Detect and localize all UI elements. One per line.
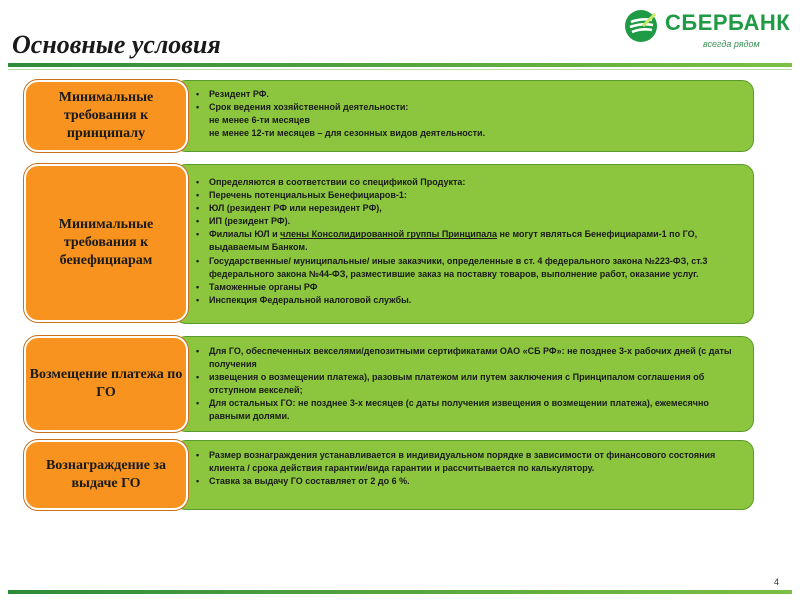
bullet-text: Ставка за выдачу ГО составляет от 2 до 6 %.: [209, 476, 410, 487]
section-principal-bullets: [196, 88, 748, 140]
bullet-text: Филиалы ЮЛ и: [209, 229, 281, 240]
section-reimbursement: [24, 336, 754, 432]
list-item: • Резидент РФ.: [196, 89, 269, 99]
bullet-text: Срок ведения хозяйственной деятельности:: [209, 102, 409, 113]
footer-divider: [8, 590, 792, 594]
bullet-text: ИП (резидент РФ).: [209, 216, 291, 227]
list-item: • ИП (резидент РФ).: [196, 216, 291, 227]
section-principal-label: Минимальные требования к принципалу: [24, 80, 188, 152]
section-principal: [24, 80, 754, 152]
list-item: • Филиалы ЮЛ и члены Консолидированной группы Принципала не могут являться Бенефициарами-1 по ГО, выдаваемым Банком.: [196, 229, 698, 253]
section-fee: [24, 440, 754, 510]
bullet-text: Размер вознаграждения устанавливается в индивидуальном порядке в зависимости от финансового состояния клиента / срока действия гарантии/вида гарантии и рассчитывается по калькулятору.: [209, 450, 716, 474]
list-item: • Таможенные органы РФ: [196, 281, 318, 292]
section-reimbursement-bullets: [196, 345, 748, 424]
bullet-text: Перечень потенциальных Бенефициаров-1:: [209, 190, 407, 201]
section-reimbursement-label: Возмещение платежа по ГО: [24, 336, 188, 432]
subitem-text: не менее 6-ти месяцев: [209, 115, 310, 126]
list-item: • Для ГО, обеспеченных векселями/депозитными сертификатами ОАО «СБ РФ»: не позднее 3-х рабочих дней (с даты получения: [196, 346, 732, 370]
header-divider-thin: [8, 69, 792, 70]
bullet-text: Резидент РФ.: [209, 89, 269, 99]
brand-tagline: всегда рядом: [703, 39, 760, 49]
list-item: • Размер вознаграждения устанавливается в индивидуальном порядке в зависимости от финансового состояния клиента / срока действия гарантии/вида гарантии и рассчитывается по калькулятору.: [196, 450, 716, 474]
section-fee-bullets: [196, 449, 748, 488]
bullet-text: Государственные/ муниципальные/ иные заказчики, определенные в ст. 4 федерального закона №223-ФЗ, ст.3 федерального закона №44-ФЗ, разместившие заказ на поставку товаров, выполнение работ, оказание услуг.: [209, 255, 708, 279]
section-beneficiaries-bullets: [196, 176, 748, 307]
bullet-text: извещения о возмещении платежа), разовым платежом или путем заключения с Принципалом соглашения об отступном векселей;: [209, 372, 705, 396]
list-item: • Определяются в соответствии со спецификой Продукта:: [196, 177, 466, 187]
bullet-text: не могут являться Бенефициарами-1 по ГО, выдаваемым Банком.: [209, 229, 698, 253]
section-fee-label: Вознаграждение за выдаче ГО: [24, 440, 188, 510]
list-item: • извещения о возмещении платежа), разовым платежом или путем заключения с Принципалом соглашения об отступном векселей;: [196, 372, 705, 396]
section-beneficiaries: [24, 164, 754, 324]
list-item: • Инспекция Федеральной налоговой службы.: [196, 294, 412, 305]
bullet-text: Определяются в соответствии со спецификой Продукта:: [209, 177, 466, 187]
bullet-text: Для остальных ГО: не позднее 3-х месяцев (с даты получения извещения о возмещении платежа), ежемесячно равными долями.: [209, 398, 709, 422]
list-item: • Ставка за выдачу ГО составляет от 2 до 6 %.: [196, 476, 410, 487]
sberbank-logo: [623, 6, 791, 58]
page-title: Основные условия: [12, 30, 221, 59]
brand-name: СБЕРБАНК: [665, 10, 791, 35]
list-subitem: [196, 127, 748, 140]
list-item: • Перечень потенциальных Бенефициаров-1:: [196, 190, 407, 201]
list-item: • Государственные/ муниципальные/ иные заказчики, определенные в ст. 4 федерального закона №223-ФЗ, ст.3 федерального закона №44-ФЗ, разместившие заказ на поставку товаров, выполнение работ, оказание услуг.: [196, 255, 708, 279]
bullet-text-underlined: члены Консолидированной группы Принципала: [280, 229, 497, 240]
header-divider: [8, 63, 792, 67]
sberbank-logo-icon: [623, 8, 659, 44]
list-item: • Срок ведения хозяйственной деятельности:: [196, 102, 409, 113]
bullet-text: Инспекция Федеральной налоговой службы.: [209, 294, 412, 305]
bullet-text: ЮЛ (резидент РФ или нерезидент РФ),: [209, 203, 382, 214]
subitem-text: не менее 12-ти месяцев – для сезонных видов деятельности.: [209, 128, 486, 139]
bullet-text: Для ГО, обеспеченных векселями/депозитными сертификатами ОАО «СБ РФ»: не позднее 3-х рабочих дней (с даты получения: [209, 346, 732, 370]
bullet-text: Таможенные органы РФ: [209, 281, 318, 292]
list-item: • ЮЛ (резидент РФ или нерезидент РФ),: [196, 203, 382, 214]
section-beneficiaries-label: Минимальные требования к бенефициарам: [24, 164, 188, 322]
list-item: • Для остальных ГО: не позднее 3-х месяцев (с даты получения извещения о возмещении платежа), ежемесячно равными долями.: [196, 398, 709, 422]
page-number: 4: [774, 577, 780, 587]
list-subitem: [196, 114, 748, 127]
